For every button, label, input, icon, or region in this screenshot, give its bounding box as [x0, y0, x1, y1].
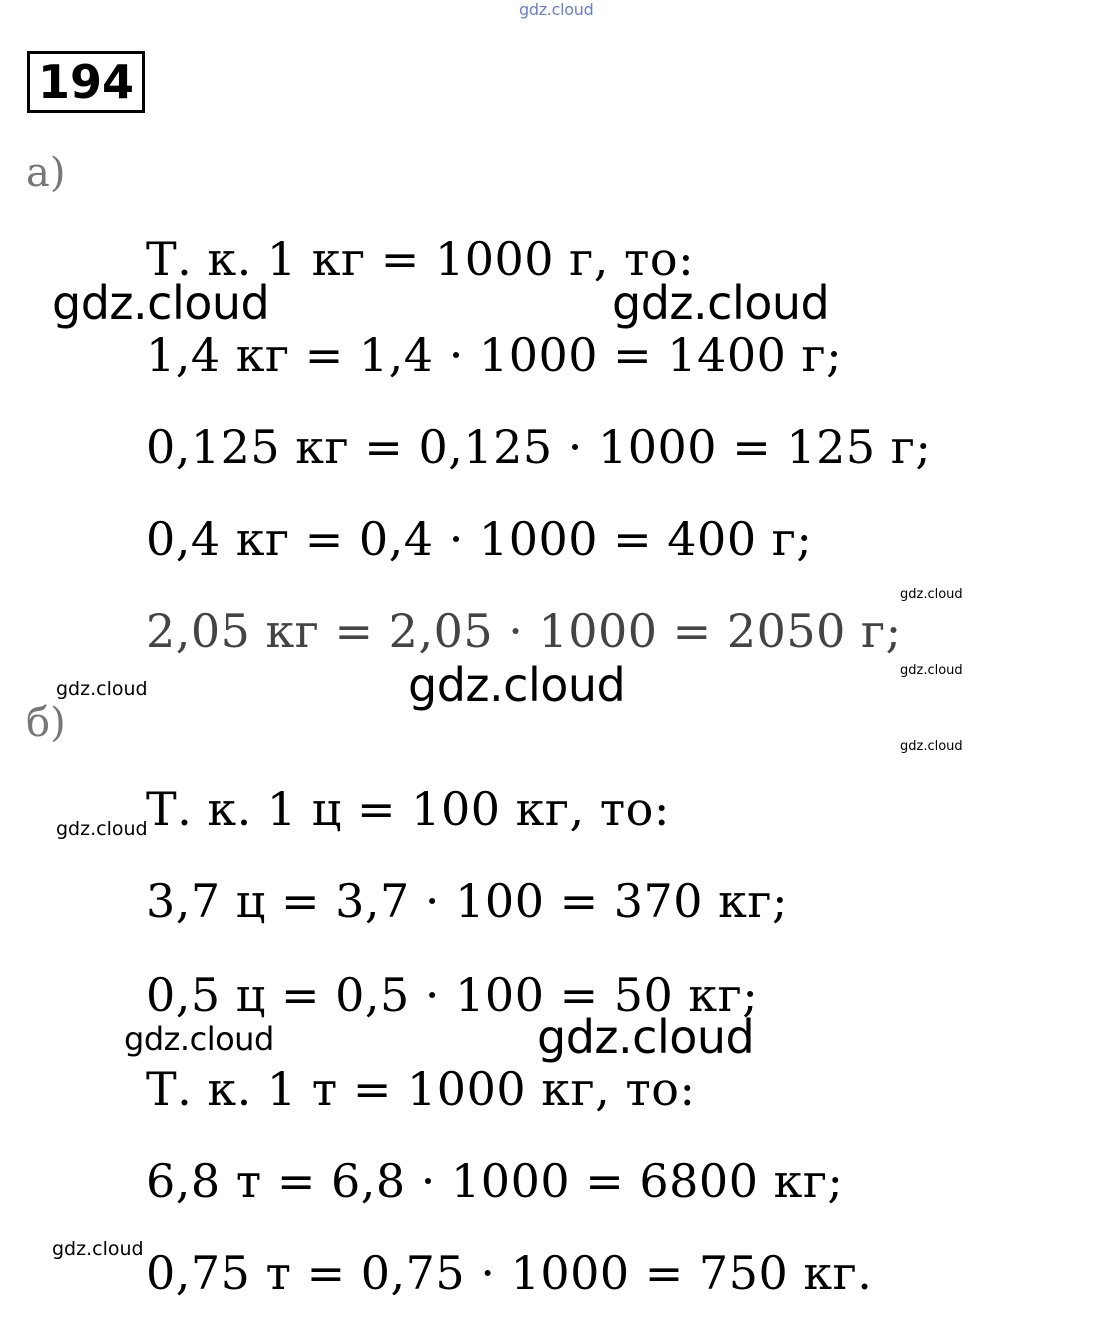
task-number: 194 [27, 51, 145, 113]
part-b-line-2: 3,7 ц = 3,7 · 100 = 370 кг; [146, 874, 789, 928]
watermark-top: gdz.cloud [519, 0, 594, 19]
watermark: gdz.cloud [900, 663, 963, 678]
watermark: gdz.cloud [124, 1020, 274, 1058]
part-b-line-6: 0,75 т = 0,75 · 1000 = 750 кг. [146, 1246, 873, 1300]
part-a-line-1: Т. к. 1 кг = 1000 г, то: [146, 232, 695, 286]
part-b-label: б) [26, 700, 66, 746]
part-b-line-5: 6,8 т = 6,8 · 1000 = 6800 кг; [146, 1154, 844, 1208]
part-a-line-4: 0,4 кг = 0,4 · 1000 = 400 г; [146, 512, 813, 566]
part-a-label: а) [26, 150, 66, 196]
part-a-line-5: 2,05 кг = 2,05 · 1000 = 2050 г; [146, 604, 902, 658]
part-a-line-3: 0,125 кг = 0,125 · 1000 = 125 г; [146, 420, 932, 474]
watermark: gdz.cloud [56, 818, 148, 840]
part-b-line-3: 0,5 ц = 0,5 · 100 = 50 кг; [146, 968, 759, 1022]
part-b-line-4: Т. к. 1 т = 1000 кг, то: [146, 1062, 696, 1116]
watermark: gdz.cloud [52, 1238, 144, 1260]
part-b-line-1: Т. к. 1 ц = 100 кг, то: [146, 782, 670, 836]
part-a-line-2: 1,4 кг = 1,4 · 1000 = 1400 г; [146, 328, 843, 382]
watermark: gdz.cloud [900, 587, 963, 602]
watermark: gdz.cloud [612, 276, 830, 330]
watermark: gdz.cloud [900, 739, 963, 754]
watermark: gdz.cloud [537, 1010, 755, 1064]
watermark: gdz.cloud [408, 658, 626, 712]
watermark: gdz.cloud [52, 276, 270, 330]
watermark: gdz.cloud [56, 678, 148, 700]
